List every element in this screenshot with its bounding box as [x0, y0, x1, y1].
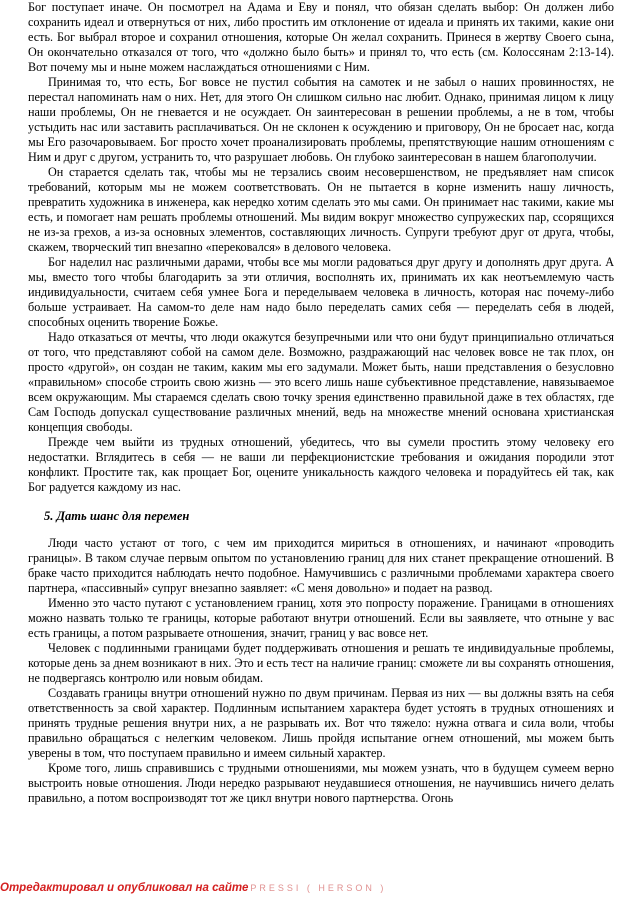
section-heading: 5. Дать шанс для перемен [44, 509, 190, 523]
paragraph: Он старается сделать так, чтобы мы не терзались своим несовершенством, не предъявляет нам список требований, которым мы не можем соответствовать. Он не пытается в корне изменить нашу личность, превратить художника в инженера, как нередко хотим сделать это мы сами. Он принимает нас такими, какие мы есть, и помогает нам решать проблемы отношений. Мы видим вокруг множество супружеских пар, ссорящихся не из-за грехов, а из-за основных элементов, составляющих личность. Супруги требуют друг от друга, чтобы, скажем, творческий тип внезапно «перековался» в делового человека. [28, 165, 614, 254]
paragraph: Прежде чем выйти из трудных отношений, убедитесь, что вы сумели простить этому человеку его недостатки. Вглядитесь в себя — не ваши ли перфекционистские требования и ожидания породили этот конфликт. Простите так, как прощает Бог, оцените уникальность каждого человека и порадуйтесь ей так, как Бог радуется каждому из нас. [28, 435, 614, 494]
paragraph: Бог наделил нас различными дарами, чтобы все мы могли радоваться друг другу и дополнять друг друга. А мы, вместо того чтобы благодарить за эти отличия, восполнять их, принимать их как неотъемлемую часть индивидуальности, считаем себя умнее Бога и переделываем человека в личность, которая нас почему-либо больше устраивает. На самом-то деле нам надо было переделать самих себя — переделать себя в людей, способных оценить творение Божье. [28, 255, 614, 329]
paragraph: Создавать границы внутри отношений нужно по двум причинам. Первая из них — вы должны взять на себя ответственность за свой характер. Подлинным испытанием характера будет устоять в трудных отношениях и принять трудные решения внутри них, а не разрывать их. Вот что тяжело: нужна отвага и сила воли, чтобы правильно обращаться с нелегким человеком. Лишь пройдя испытание огнем отношений, мы можем быть уверены в том, что поступаем правильно и имеем сильный характер. [28, 686, 614, 760]
footer-text: Отредактировал и опубликовал на сайте [0, 882, 249, 894]
paragraph: Люди часто устают от того, с чем им приходится мириться в отношениях, и начинают «проводить границы». В таком случае первым опытом по установлению границ для них станет прекращение отношений. В браке часто приходится наблюдать нечто подобное. Намучившись с различными проблемами характера своего партнера, «пассивный» супруг внезапно заявляет: «С меня довольно» и подает на развод. [28, 536, 614, 595]
footer-credit [0, 882, 620, 899]
paragraph: Принимая то, что есть, Бог вовсе не пустил события на самотек и не забыл о наших провинностях, не перестал напоминать нам о них. Нет, для этого Он слишком сильно нас любит. Однако, принимая лицом к лицу наши проблемы, Он не гневается и не осуждает. Он заинтересован в решении проблемы, а не в том, чтобы устыдить нас или заставить расплачиваться. Он не склонен к осуждению и приговору, Он не бросает нас, когда мы Его разочаровываем. Бог просто хочет проанализировать проблемы, препятствующие нашим отношениям с Ним и друг с другом, устранить то, что разрушает любовь. Он глубоко заинтересован в нашем благополучии. [28, 75, 614, 164]
paragraph: Именно это часто путают с установлением границ, хотя это попросту поражение. Границами в отношениях можно назвать только те границы, которые работают внутри отношений. Если вы заявляете, что отныне у вас есть границы, а потом разрываете отношения, значит, границ у вас вовсе нет. [28, 596, 614, 640]
page-body [28, 0, 614, 806]
footer-site-link[interactable]: PRESSI ( HERSON ) [250, 883, 387, 893]
paragraph: Человек с подлинными границами будет поддерживать отношения и решать те индивидуальные проблемы, которые день за днем возникают в них. Это и есть тест на наличие границ: сможете ли вы сохранять отношения, не подвергаясь контролю или новым обидам. [28, 641, 614, 685]
paragraph: Надо отказаться от мечты, что люди окажутся безупречными или что они будут принципиально отличаться от того, что представляют собой на самом деле. Возможно, раздражающий нас человек вовсе не так плох, он просто «другой», он создан не таким, каким мы его задумали. Может быть, наши представления о безусловно «правильном» способе строить свою жизнь — это всего лишь наше субъективное представление, навязываемое всем окружающим. Мы стараемся сделать свою точку зрения единственно правильной даже в тех областях, где Сам Господь допускал существование различных мнений, ведь на множестве мнений основана христианская концепция свободы. [28, 330, 614, 434]
paragraph: Кроме того, лишь справившись с трудными отношениями, мы можем узнать, что в будущем сумеем верно выстроить новые отношения. Люди нередко разрывают неудавшиеся отношения, не научившись ничего делать правильно, а потом воспроизводят тот же цикл внутри нового партнерства. Огонь [28, 761, 614, 805]
paragraph: Бог поступает иначе. Он посмотрел на Адама и Еву и понял, что обязан сделать выбор: Он должен либо сохранить идеал и отвернуться от них, либо простить им отклонение от идеала и принять их такими, какие они есть. Бог выбрал второе и сохранил отношения, которые Он желал сохранить. Принеся в жертву Своего сына, Он окончательно отказался от того, что «должно было быть» и принял то, что есть (см. Колоссянам 2:13-14). Вот почему мы и ныне можем наслаждаться отношениями с Ним. [28, 0, 614, 74]
